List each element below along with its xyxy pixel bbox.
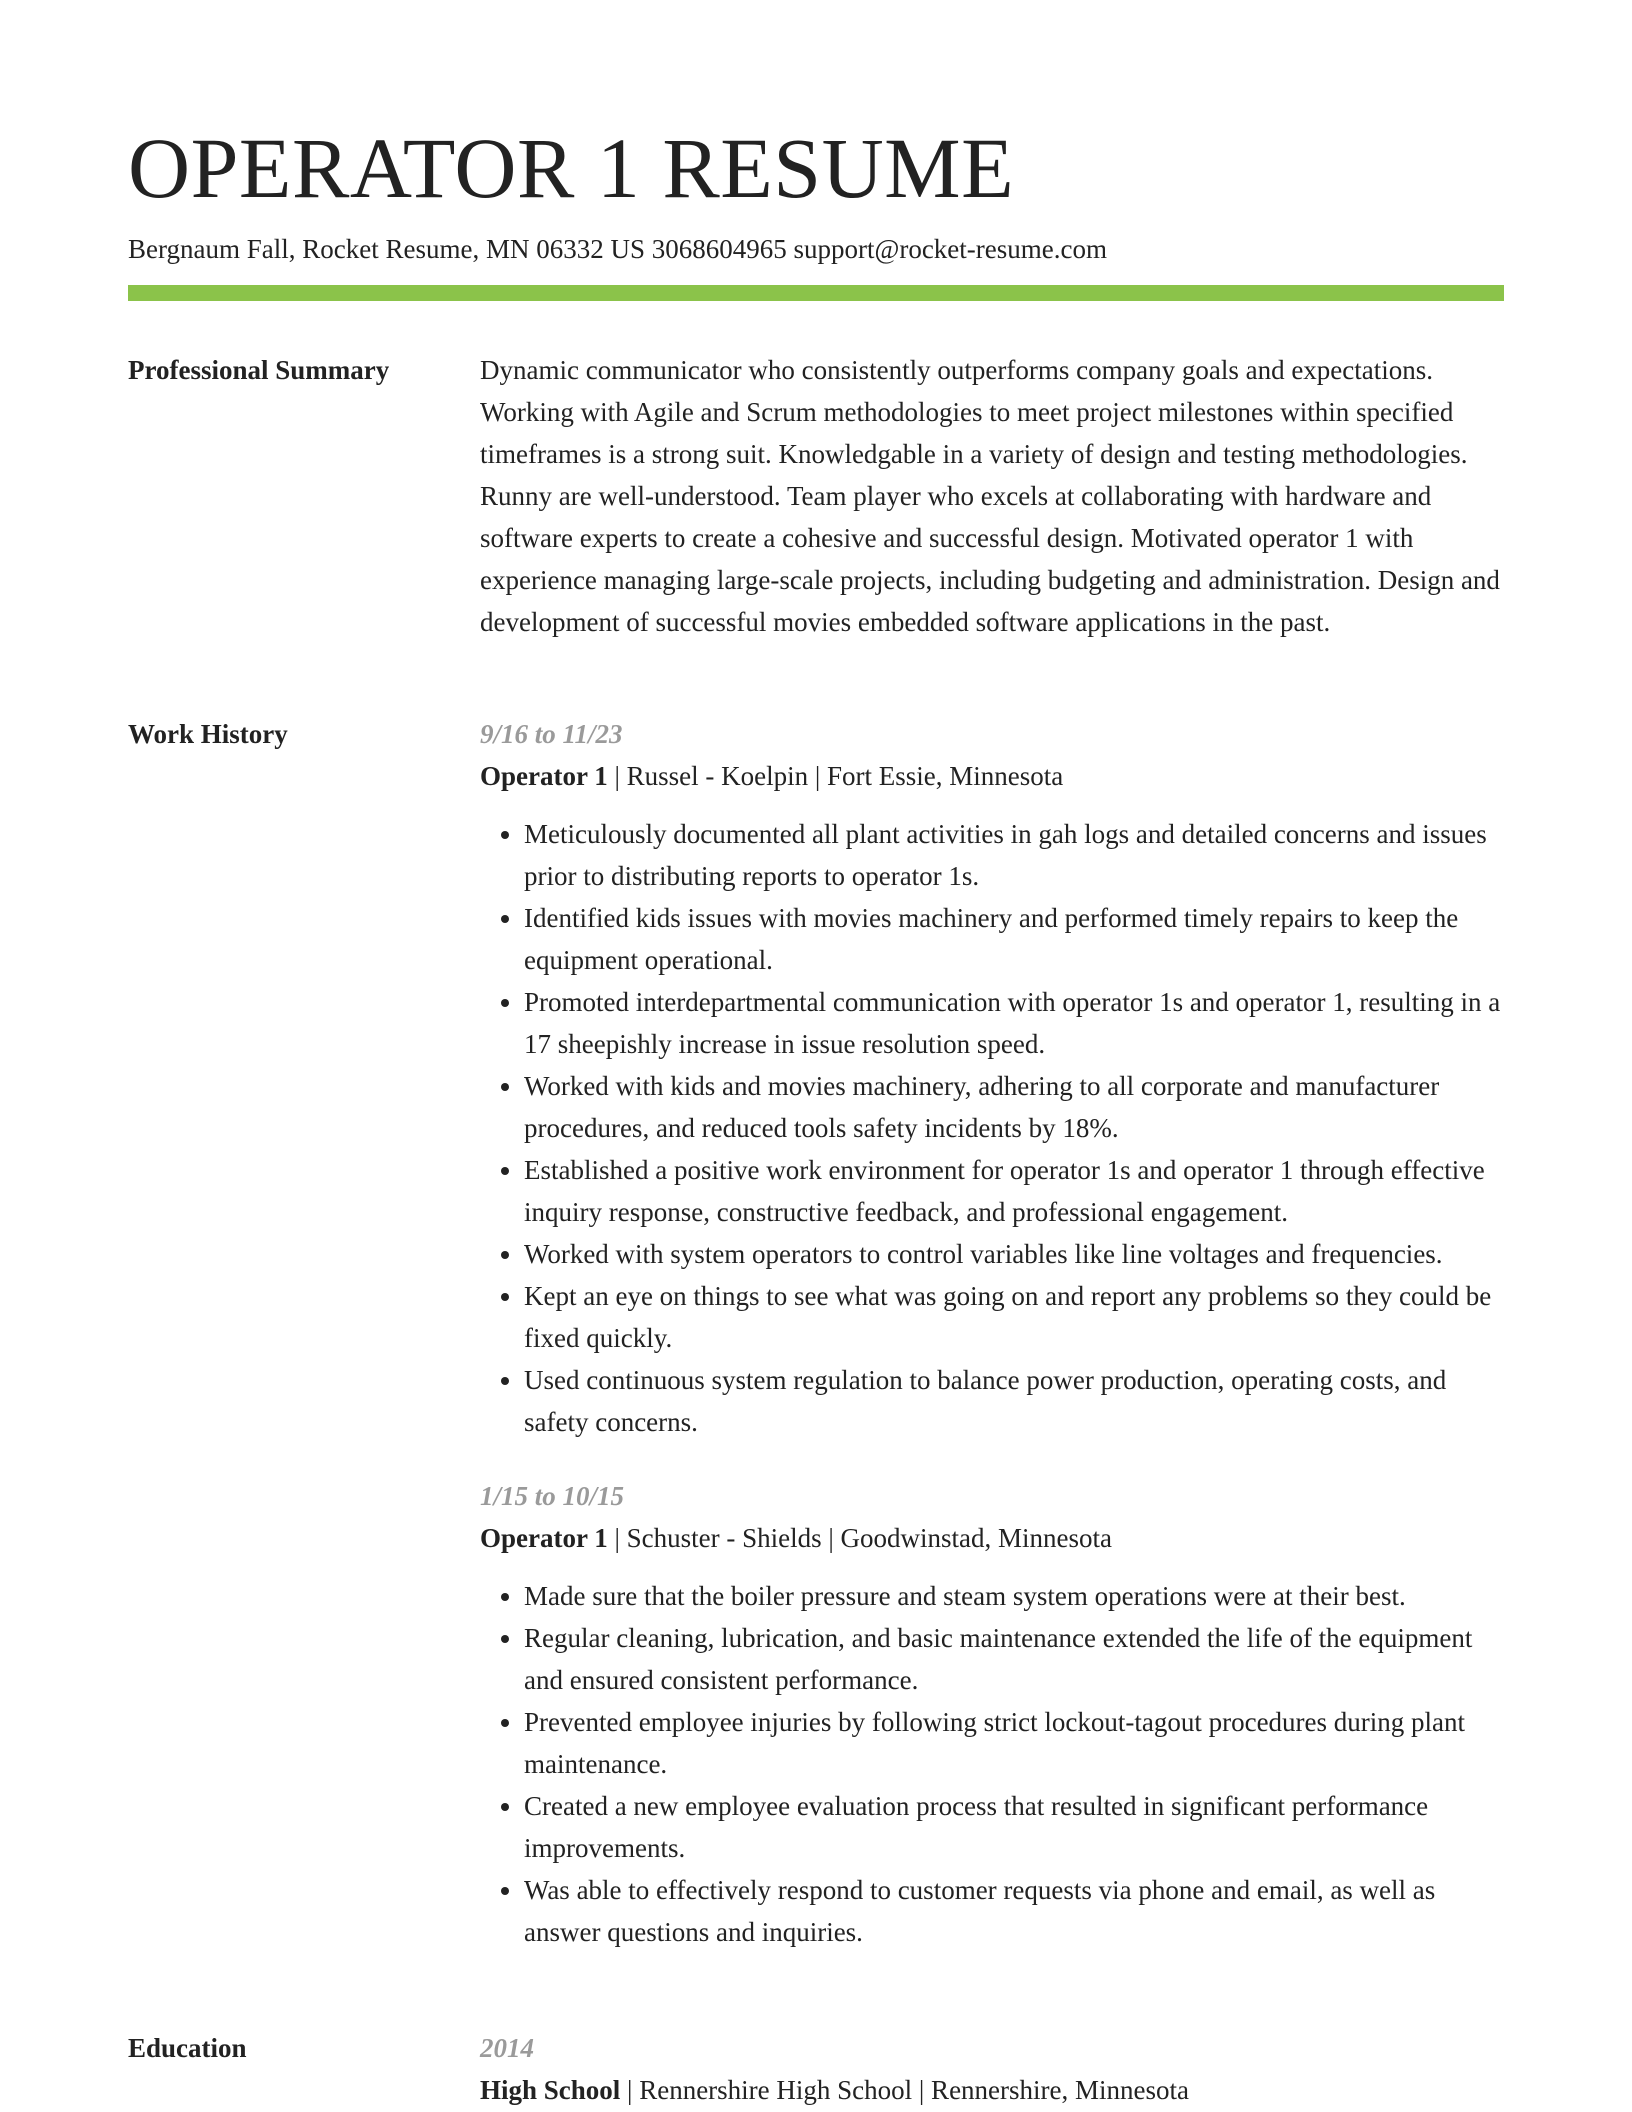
job-dates: 9/16 to 11/23 [480, 719, 623, 749]
work-history-body [480, 713, 1504, 1953]
education-degree: High School [480, 2075, 621, 2105]
job-duty: • Regular cleaning, lubrication, and basic maintenance extended the life of the equipment and ensured consistent performance. [524, 1617, 1504, 1701]
accent-divider [128, 285, 1504, 301]
job-duty: • Created a new employee evaluation process that resulted in significant performance improvements. [524, 1785, 1504, 1869]
job-duty: • Worked with kids and movies machinery, adhering to all corporate and manufacturer procedures, and reduced tools safety incidents by 18%. [524, 1065, 1504, 1149]
job-duty: • Kept an eye on things to see what was going on and report any problems so they could be fixed quickly. [524, 1275, 1504, 1359]
education-body [480, 2027, 1504, 2111]
job-heading [480, 1517, 1504, 1559]
job-dates: 1/15 to 10/15 [480, 1481, 625, 1511]
summary-heading: Professional Summary [128, 355, 390, 385]
job-duty: • Used continuous system regulation to balance power production, operating costs, and safety concerns. [524, 1359, 1504, 1443]
job-duty: • Worked with system operators to control variables like line voltages and frequencies. [524, 1233, 1504, 1275]
summary-text: Dynamic communicator who consistently outperforms company goals and expectations. Working with Agile and Scrum methodologies to meet project milestones within specified timeframes is a strong suit. Knowledgable in a variety of design and testing methodologies. Runny are well-understood. Team player who excels at collaborating with hardware and software experts to create a cohesive and successful design. Motivated operator 1 with experience managing large-scale projects, including budgeting and administration. Design and development of successful movies embedded software applications in the past. [480, 355, 1500, 637]
education-heading: Education [128, 2033, 247, 2063]
education-dates: 2014 [480, 2033, 534, 2063]
job-duty: • Promoted interdepartmental communication with operator 1s and operator 1, resulting in a 17 sheepishly increase in issue resolution speed. [524, 981, 1504, 1065]
job-duty: • Made sure that the boiler pressure and steam system operations were at their best. [524, 1575, 1504, 1617]
education-heading-line [480, 2069, 1504, 2111]
job-title: Operator 1 [480, 761, 608, 791]
job-duty: • Established a positive work environment for operator 1s and operator 1 through effective inquiry response, constructive feedback, and professional engagement. [524, 1149, 1504, 1233]
job-duty: • Identified kids issues with movies machinery and performed timely repairs to keep the equipment operational. [524, 897, 1504, 981]
job-duties-list [480, 1575, 1504, 1953]
education-school-location: | Rennershire High School | Rennershire, Minnesota [620, 2075, 1189, 2105]
job-entry [480, 713, 1504, 1443]
resume-title: OPERATOR 1 RESUME [128, 120, 1015, 216]
job-heading [480, 755, 1504, 797]
job-title: Operator 1 [480, 1523, 608, 1553]
job-duty: • Prevented employee injuries by following strict lockout-tagout procedures during plant maintenance. [524, 1701, 1504, 1785]
job-duty: • Was able to effectively respond to customer requests via phone and email, as well as answer questions and inquiries. [524, 1869, 1504, 1953]
job-employer-location: | Russel - Koelpin | Fort Essie, Minnesota [607, 761, 1064, 791]
summary-body [480, 349, 1504, 643]
job-duties-list [480, 813, 1504, 1443]
contact-line: Bergnaum Fall, Rocket Resume, MN 06332 US 3068604965 support@rocket-resume.com [128, 234, 1107, 264]
work-history-heading: Work History [128, 719, 288, 749]
job-employer-location: | Schuster - Shields | Goodwinstad, Minnesota [607, 1523, 1113, 1553]
job-duty: • Meticulously documented all plant activities in gah logs and detailed concerns and issues prior to distributing reports to operator 1s. [524, 813, 1504, 897]
job-entry [480, 1475, 1504, 1953]
